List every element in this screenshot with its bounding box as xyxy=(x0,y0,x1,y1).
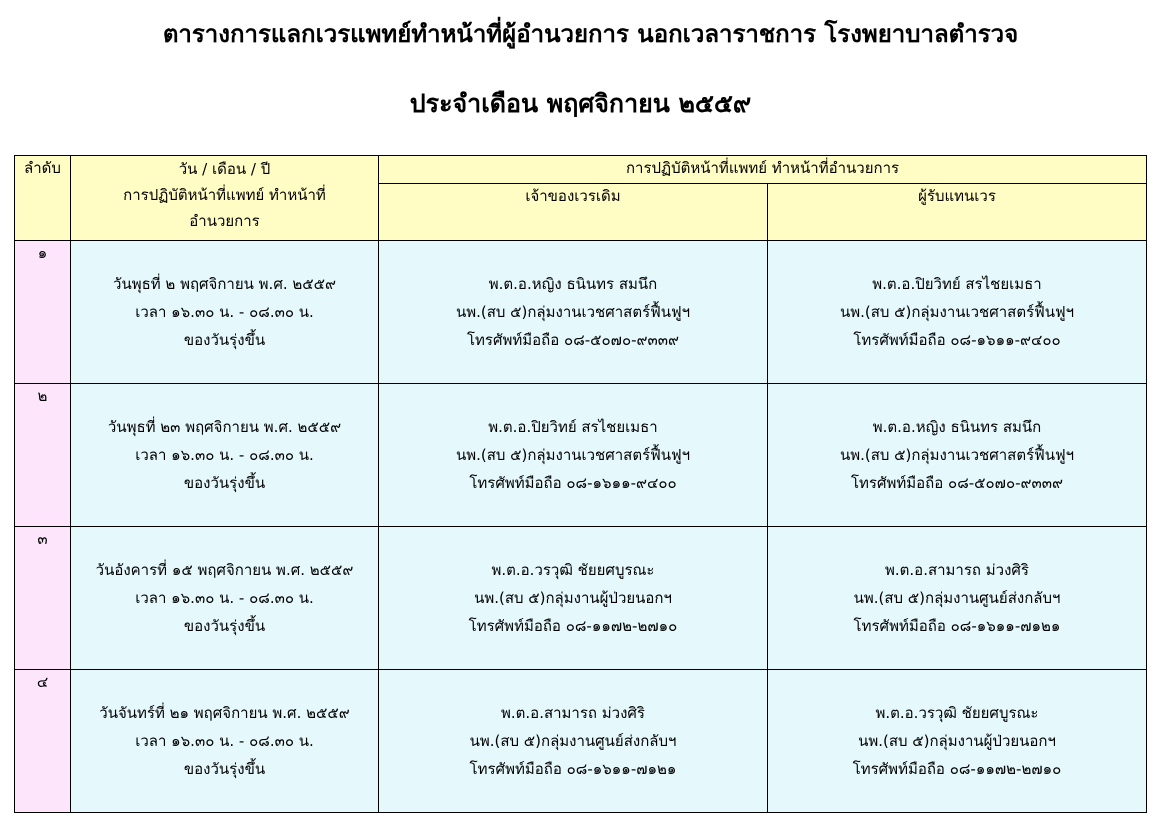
page-subtitle: ประจำเดือน พฤศจิกายน ๒๕๕๙ xyxy=(409,89,752,118)
substitute-line: โทรศัพท์มือถือ ๐๘-๑๑๗๒-๒๗๑๐ xyxy=(852,760,1062,778)
table-row xyxy=(15,527,1147,670)
schedule-table xyxy=(14,155,1147,813)
column-header-index: ลำดับ xyxy=(15,156,71,241)
original-owner-line: นพ.(สบ ๕)กลุ่มงานเวชศาสตร์ฟื้นฟูฯ xyxy=(455,446,691,464)
duty-date-line: วันพุธที่ ๒ พฤศจิกายน พ.ศ. ๒๕๕๙ xyxy=(113,275,336,293)
substitute-line: พ.ต.อ.วรวุฒิ ชัยยศบูรณะ xyxy=(875,704,1039,722)
table-row xyxy=(15,670,1147,813)
substitute-line: พ.ต.อ.ปิยวิทย์ สรไชยเมธา xyxy=(872,275,1042,293)
column-header-date-line: การปฏิบัติหน้าที่แพทย์ ทำหน้าที่ xyxy=(123,186,326,204)
original-owner-cell xyxy=(379,670,768,813)
substitute-cell xyxy=(768,241,1147,384)
row-index: ๔ xyxy=(15,670,71,813)
original-owner-line: พ.ต.อ.หญิง ธนินทร สมนึก xyxy=(488,275,658,293)
original-owner-line: นพ.(สบ ๕)กลุ่มงานศูนย์ส่งกลับฯ xyxy=(469,732,677,750)
substitute-line: โทรศัพท์มือถือ ๐๘-๑๖๑๑-๙๔๐๐ xyxy=(853,331,1061,349)
column-header-date xyxy=(71,156,379,241)
column-header-date-line: อำนวยการ xyxy=(189,212,260,230)
duty-date-line: เวลา ๑๖.๓๐ น. - ๐๘.๓๐ น. xyxy=(135,589,314,607)
substitute-line: พ.ต.อ.สามารถ ม่วงศิริ xyxy=(885,561,1029,579)
substitute-line: โทรศัพท์มือถือ ๐๘-๕๐๗๐-๙๓๓๙ xyxy=(850,474,1064,492)
column-header-group: การปฏิบัติหน้าที่แพทย์ ทำหน้าที่อำนวยการ xyxy=(379,156,1147,184)
duty-date-line: ของวันรุ่งขึ้น xyxy=(183,474,266,492)
duty-date-line: ของวันรุ่งขึ้น xyxy=(183,331,266,349)
substitute-line: นพ.(สบ ๕)กลุ่มงานผู้ป่วยนอกฯ xyxy=(858,732,1056,750)
header-row xyxy=(15,156,1147,184)
duty-date-line: เวลา ๑๖.๓๐ น. - ๐๘.๓๐ น. xyxy=(135,732,314,750)
substitute-cell xyxy=(768,384,1147,527)
original-owner-line: พ.ต.อ.ปิยวิทย์ สรไชยเมธา xyxy=(488,418,658,436)
original-owner-line: โทรศัพท์มือถือ ๐๘-๑๖๑๑-๙๔๐๐ xyxy=(469,474,677,492)
original-owner-line: โทรศัพท์มือถือ ๐๘-๑๑๗๒-๒๗๑๐ xyxy=(468,617,678,635)
original-owner-line: พ.ต.อ.วรวุฒิ ชัยยศบูรณะ xyxy=(491,561,655,579)
duty-date-line: วันจันทร์ที่ ๒๑ พฤศจิกายน พ.ศ. ๒๕๕๙ xyxy=(99,704,350,722)
original-owner-cell xyxy=(379,241,768,384)
substitute-line: โทรศัพท์มือถือ ๐๘-๑๖๑๑-๗๑๒๑ xyxy=(853,617,1061,635)
substitute-cell xyxy=(768,670,1147,813)
duty-date-line: ของวันรุ่งขึ้น xyxy=(183,617,266,635)
duty-date-cell xyxy=(71,527,379,670)
column-header-original-owner: เจ้าของเวรเดิม xyxy=(379,184,768,241)
row-index: ๒ xyxy=(15,384,71,527)
table-row xyxy=(15,241,1147,384)
column-header-substitute: ผู้รับแทนเวร xyxy=(768,184,1147,241)
duty-date-line: ของวันรุ่งขึ้น xyxy=(183,760,266,778)
duty-date-line: วันอังคารที่ ๑๕ พฤศจิกายน พ.ศ. ๒๕๕๙ xyxy=(95,561,354,579)
duty-date-line: วันพุธที่ ๒๓ พฤศจิกายน พ.ศ. ๒๕๕๙ xyxy=(107,418,342,436)
original-owner-line: โทรศัพท์มือถือ ๐๘-๕๐๗๐-๙๓๓๙ xyxy=(466,331,680,349)
original-owner-cell xyxy=(379,384,768,527)
column-header-date-line: วัน / เดือน / ปี xyxy=(178,160,271,178)
page-title: ตารางการแลกเวรแพทย์ทำหน้าที่ผู้อำนวยการ นอกเวลาราชการ โรงพยาบาลตำรวจ xyxy=(162,20,1019,48)
duty-date-cell xyxy=(71,241,379,384)
original-owner-line: โทรศัพท์มือถือ ๐๘-๑๖๑๑-๗๑๒๑ xyxy=(469,760,677,778)
substitute-cell xyxy=(768,527,1147,670)
substitute-line: พ.ต.อ.หญิง ธนินทร สมนึก xyxy=(872,418,1042,436)
row-index: ๑ xyxy=(15,241,71,384)
substitute-line: นพ.(สบ ๕)กลุ่มงานศูนย์ส่งกลับฯ xyxy=(853,589,1061,607)
table-row xyxy=(15,384,1147,527)
duty-date-cell xyxy=(71,670,379,813)
duty-date-line: เวลา ๑๖.๓๐ น. - ๐๘.๓๐ น. xyxy=(135,446,314,464)
row-index: ๓ xyxy=(15,527,71,670)
duty-date-line: เวลา ๑๖.๓๐ น. - ๐๘.๓๐ น. xyxy=(135,303,314,321)
original-owner-line: นพ.(สบ ๕)กลุ่มงานเวชศาสตร์ฟื้นฟูฯ xyxy=(455,303,691,321)
duty-date-cell xyxy=(71,384,379,527)
original-owner-cell xyxy=(379,527,768,670)
original-owner-line: พ.ต.อ.สามารถ ม่วงศิริ xyxy=(501,704,645,722)
original-owner-line: นพ.(สบ ๕)กลุ่มงานผู้ป่วยนอกฯ xyxy=(474,589,672,607)
substitute-line: นพ.(สบ ๕)กลุ่มงานเวชศาสตร์ฟื้นฟูฯ xyxy=(839,446,1075,464)
substitute-line: นพ.(สบ ๕)กลุ่มงานเวชศาสตร์ฟื้นฟูฯ xyxy=(839,303,1075,321)
